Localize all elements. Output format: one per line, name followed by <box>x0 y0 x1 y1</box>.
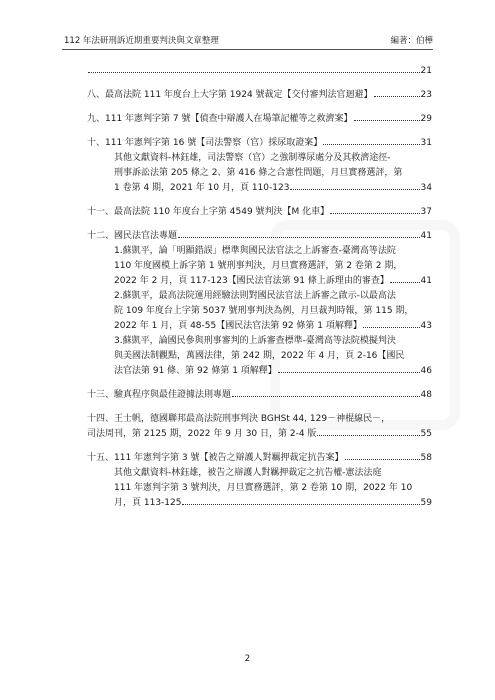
toc-line <box>87 136 432 151</box>
toc-page-number: 41 <box>420 276 432 286</box>
dot-leader <box>278 371 420 373</box>
toc-line-text: 2022 年 2 月，頁 117-123【國民法官法第 91 條上訴理由的審查】 <box>114 276 389 286</box>
toc-line-text: 2.蘇凱平，最高法院運用經驗法則對國民法官法上訴審之啟示-以最高法 <box>114 291 396 301</box>
toc-line <box>87 259 432 274</box>
dot-leader <box>354 119 420 121</box>
toc-line-text: 110 年度國模上訴字第 1 號刑事判決，月旦實務選評，第 2 卷第 2 期， <box>114 261 403 271</box>
toc-line <box>87 451 432 466</box>
dot-leader <box>390 281 420 283</box>
toc-line-text: 3.蘇凱平，論國民參與刑事審判的上訴審查標準-臺灣高等法院模擬判決 <box>114 336 396 346</box>
dot-leader <box>182 503 419 505</box>
page-header <box>64 34 433 46</box>
toc-page-number: 58 <box>420 453 432 463</box>
toc-page-number: 46 <box>420 366 432 376</box>
toc-line <box>87 166 432 181</box>
toc-page-number: 23 <box>420 90 432 100</box>
table-of-contents <box>87 64 432 520</box>
toc-page-number: 34 <box>420 183 432 193</box>
toc-line-text: 其他文獻資料-林鈺雄，被告之辯護人對羈押裁定之抗告權-憲法法庭 <box>114 468 382 478</box>
toc-line-text: 十二、國民法官法專題 <box>87 231 178 241</box>
dot-leader <box>317 434 419 436</box>
toc-entry[interactable] <box>87 112 432 127</box>
toc-line-text: 法官法第 91 條、第 92 條第 1 項解釋】 <box>114 366 277 376</box>
toc-line <box>87 151 432 166</box>
toc-line <box>87 496 432 511</box>
toc-line-text: 十五、111 年憲判字第 3 號【被告之辯護人對羈押裁定抗告案】 <box>87 453 344 463</box>
toc-line <box>87 289 432 304</box>
toc-line <box>87 412 432 427</box>
toc-line <box>87 388 432 403</box>
toc-line <box>87 88 432 103</box>
header-author: 編著：伯樺 <box>390 36 433 46</box>
header-rule <box>62 49 433 50</box>
toc-line-text: 1.蘇凱平，論「明顯錯誤」標準與國民法官法之上訴審查-臺灣高等法院 <box>114 246 396 256</box>
toc-entry[interactable] <box>87 388 432 403</box>
toc-line <box>87 427 432 442</box>
dot-leader <box>232 395 420 397</box>
toc-line-text: 院 109 年度台上字第 5037 號刑事判決為例，月旦裁判時報，第 115 期， <box>114 306 414 316</box>
toc-line <box>87 364 432 379</box>
dot-leader <box>323 143 419 145</box>
dot-leader <box>178 236 420 238</box>
toc-line-text: 十三、驗真程序與最佳證據法則專題 <box>87 390 232 400</box>
toc-line-text: 其他文獻資料-林鈺雄，司法警察（官）之強制導尿處分及其救濟途徑- <box>114 153 391 163</box>
toc-line <box>87 181 432 196</box>
toc-page-number: 43 <box>420 321 432 331</box>
dot-leader <box>345 458 420 460</box>
dot-leader <box>88 71 420 73</box>
toc-line-text: 九、111 年憲判字第 7 號【偵查中辯護人在場筆記權等之救濟案】 <box>87 114 353 124</box>
toc-entry[interactable] <box>87 229 432 379</box>
toc-line-text: 月，頁 113-125 <box>114 498 182 508</box>
toc-line <box>87 112 432 127</box>
toc-line-text: 八、最高法院 111 年度台上大字第 1924 號裁定【交付審判法官迴避】 <box>87 90 373 100</box>
toc-line <box>87 481 432 496</box>
toc-line <box>87 274 432 289</box>
dot-leader <box>374 95 420 97</box>
header-title: 112 年法研刑訴近期重要判決與文章整理 <box>64 36 219 46</box>
toc-page-number: 31 <box>420 138 432 148</box>
dot-leader <box>330 212 419 214</box>
toc-page-number: 41 <box>420 231 432 241</box>
toc-line <box>87 205 432 220</box>
toc-page-number: 21 <box>420 66 432 76</box>
toc-line-text: 與美國法制觀點，萬國法律，第 242 期，2022 年 4 月，頁 2-16【國民 <box>114 351 405 361</box>
toc-line <box>87 64 432 79</box>
toc-line-text: 2022 年 1 月，頁 48-55【國民法官法第 92 條第 1 項解釋】 <box>114 321 362 331</box>
toc-line <box>87 229 432 244</box>
toc-line <box>87 466 432 481</box>
toc-line <box>87 319 432 334</box>
toc-page-number: 55 <box>420 429 432 439</box>
toc-entry[interactable] <box>87 136 432 196</box>
toc-line <box>87 244 432 259</box>
toc-page-number: 29 <box>420 114 432 124</box>
toc-page-number: 37 <box>420 207 432 217</box>
toc-line <box>87 349 432 364</box>
toc-line-text: 1 卷第 4 期，2021 年 10 月，頁 110-123 <box>114 183 290 193</box>
page-number: 2 <box>244 654 251 664</box>
toc-entry[interactable] <box>87 451 432 511</box>
toc-line-text: 十、111 年憲判字第 16 號【司法警察（官）採尿取證案】 <box>87 138 323 148</box>
toc-entry[interactable] <box>87 64 432 79</box>
toc-page-number: 48 <box>420 390 432 400</box>
toc-page-number: 59 <box>420 498 432 508</box>
dot-leader <box>290 188 419 190</box>
toc-line-text: 司法周刊，第 2125 期，2022 年 9 月 30 日，第 2-4 版 <box>87 429 317 439</box>
dot-leader <box>363 326 420 328</box>
toc-line-text: 111 年憲判字第 3 號判決，月旦實務選評，第 2 卷第 10 期，2022 年 10 <box>114 483 413 493</box>
toc-line-text: 十四、王士帆，德國聯邦最高法院刑事判決 BGHSt 44, 129－神棍線民－， <box>87 414 391 424</box>
toc-entry[interactable] <box>87 205 432 220</box>
toc-entry[interactable] <box>87 412 432 442</box>
toc-entry[interactable] <box>87 88 432 103</box>
toc-line <box>87 334 432 349</box>
toc-line-text: 十一、最高法院 110 年度台上字第 4549 號判決【M 化車】 <box>87 207 330 217</box>
toc-line <box>87 304 432 319</box>
toc-line-text: 刑事訴訟法第 205 條之 2、第 416 條之合憲性問題，月旦實務選評，第 <box>114 168 403 178</box>
